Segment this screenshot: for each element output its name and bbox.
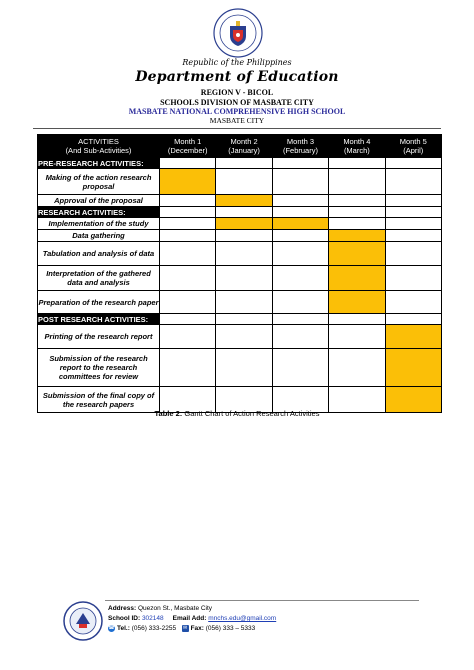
- gantt-empty-cell: [329, 169, 385, 195]
- school-logo-icon: [62, 600, 104, 642]
- gantt-empty-cell: [216, 242, 272, 266]
- month-header: Month 3 (February): [272, 135, 328, 158]
- gantt-empty-cell: [216, 230, 272, 242]
- gantt-empty-cell: [160, 230, 216, 242]
- gantt-empty-cell: [272, 169, 328, 195]
- gantt-empty-cell: [385, 218, 441, 230]
- gantt-bar-cell: [385, 349, 441, 387]
- activity-label: Making of the action research proposal: [38, 169, 160, 195]
- gantt-empty-cell: [272, 349, 328, 387]
- gantt-empty-cell: [385, 169, 441, 195]
- school-name: MASBATE NATIONAL COMPREHENSIVE HIGH SCHOOL: [128, 107, 346, 116]
- gantt-bar-cell: [216, 195, 272, 207]
- table-row: [38, 242, 442, 266]
- gantt-empty-cell: [160, 349, 216, 387]
- footer-address: Address: Quezon St., Masbate City: [108, 605, 213, 612]
- activity-label: Submission of the final copy of the research papers: [38, 387, 160, 413]
- section-row: [38, 207, 442, 218]
- gantt-empty-cell: [216, 325, 272, 349]
- table-header-row: [38, 135, 442, 158]
- month-header: Month 4 (March): [329, 135, 385, 158]
- department-title: Department of Education: [135, 69, 339, 85]
- activity-label: Data gathering: [38, 230, 160, 242]
- activity-label: Tabulation and analysis of data: [38, 242, 160, 266]
- gantt-table: [37, 134, 442, 413]
- gantt-empty-cell: [329, 195, 385, 207]
- gantt-empty-cell: [216, 291, 272, 314]
- gantt-empty-cell: [160, 242, 216, 266]
- gantt-bar-cell: [216, 218, 272, 230]
- deped-seal-icon: [213, 8, 263, 58]
- activity-label: Interpretation of the gathered data and analysis: [38, 266, 160, 291]
- division-line: SCHOOLS DIVISION OF MASBATE CITY: [160, 98, 314, 107]
- activity-label: Implementation of the study: [38, 218, 160, 230]
- gantt-empty-cell: [160, 195, 216, 207]
- gantt-empty-cell: [272, 242, 328, 266]
- table-row: [38, 325, 442, 349]
- gantt-bar-cell: [329, 230, 385, 242]
- gantt-empty-cell: [272, 325, 328, 349]
- activities-header: ACTIVITIES (And Sub-Activities): [38, 135, 160, 158]
- gantt-empty-cell: [385, 266, 441, 291]
- table-row: [38, 218, 442, 230]
- activity-label: Submission of the research report to the research committees for review: [38, 349, 160, 387]
- republic-line: Republic of the Philippines: [182, 58, 292, 67]
- table-row: [38, 169, 442, 195]
- month-header: Month 2 (January): [216, 135, 272, 158]
- gantt-empty-cell: [160, 291, 216, 314]
- section-row: [38, 314, 442, 325]
- section-research: RESEARCH ACTIVITIES:: [38, 207, 160, 218]
- activity-label: Printing of the research report: [38, 325, 160, 349]
- gantt-empty-cell: [272, 230, 328, 242]
- table-row: [38, 195, 442, 207]
- gantt-empty-cell: [329, 218, 385, 230]
- footer-divider: [105, 600, 419, 601]
- table-row: [38, 291, 442, 314]
- header-divider: [33, 128, 441, 129]
- section-post: POST RESEARCH ACTIVITIES:: [38, 314, 160, 325]
- gantt-empty-cell: [160, 218, 216, 230]
- region-line: REGION V - BICOL: [200, 88, 274, 97]
- footer-school-contact: School ID: 302148 Email Add: mnchs.edu@gmail.com: [108, 615, 277, 622]
- table-row: [38, 349, 442, 387]
- gantt-bar-cell: [385, 325, 441, 349]
- gantt-bar-cell: [329, 291, 385, 314]
- activity-label: Approval of the proposal: [38, 195, 160, 207]
- gantt-bar-cell: [329, 266, 385, 291]
- gantt-bar-cell: [329, 242, 385, 266]
- gantt-empty-cell: [160, 266, 216, 291]
- table-row: [38, 266, 442, 291]
- gantt-empty-cell: [329, 349, 385, 387]
- city-line: MASBATE CITY: [209, 116, 265, 125]
- phone-icon: ☎: [108, 625, 115, 631]
- gantt-empty-cell: [160, 325, 216, 349]
- gantt-empty-cell: [329, 325, 385, 349]
- gantt-empty-cell: [385, 230, 441, 242]
- gantt-empty-cell: [216, 169, 272, 195]
- gantt-empty-cell: [385, 291, 441, 314]
- gantt-empty-cell: [272, 291, 328, 314]
- gantt-empty-cell: [272, 195, 328, 207]
- table-row: [38, 230, 442, 242]
- gantt-empty-cell: [216, 349, 272, 387]
- table-caption: Table 2: Gantt Chart of Action Research Activities: [154, 409, 320, 418]
- gantt-empty-cell: [385, 195, 441, 207]
- gantt-bar-cell: [272, 218, 328, 230]
- section-pre: PRE-RESEARCH ACTIVITIES:: [38, 158, 160, 169]
- gantt-empty-cell: [385, 242, 441, 266]
- fax-icon: ✉: [182, 625, 188, 631]
- month-header: Month 1 (December): [160, 135, 216, 158]
- month-header: Month 5 (April): [385, 135, 441, 158]
- footer-phone: ☎ Tel.: (056) 333-2255 ✉ Fax: (056) 333 – 5333: [108, 625, 256, 633]
- gantt-empty-cell: [272, 266, 328, 291]
- section-row: [38, 158, 442, 169]
- email-link[interactable]: mnchs.edu@gmail.com: [208, 615, 277, 622]
- gantt-bar-cell: [160, 169, 216, 195]
- activity-label: Preparation of the research paper: [38, 291, 160, 314]
- gantt-empty-cell: [216, 266, 272, 291]
